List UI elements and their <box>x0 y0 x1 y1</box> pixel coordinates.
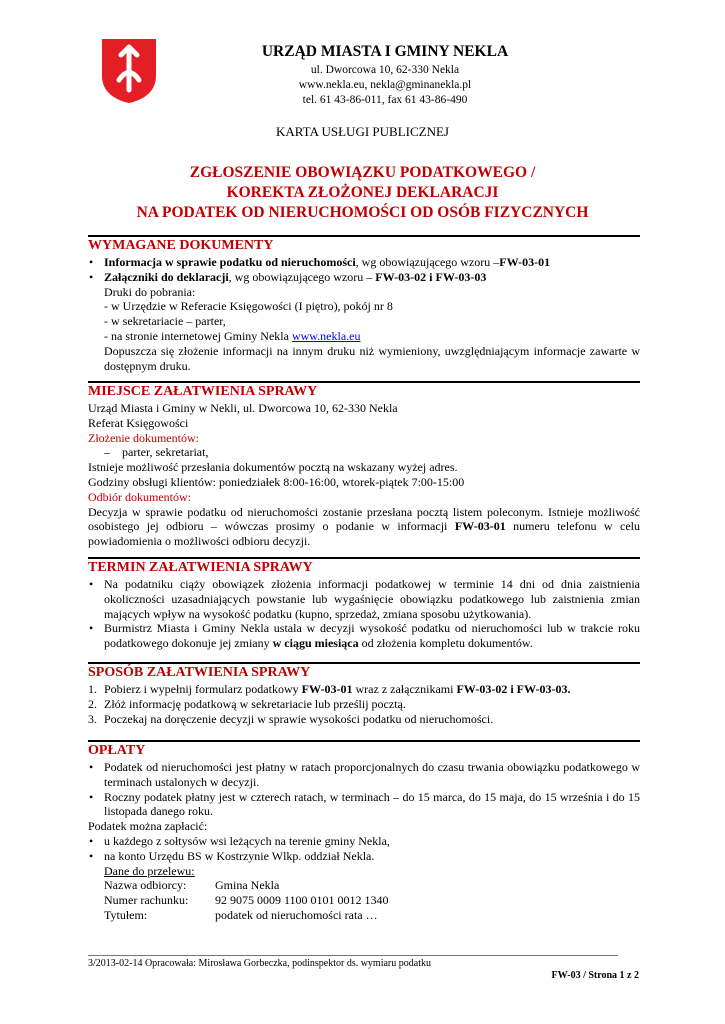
list-item: • Załączniki do deklaracji, wg obowiązującego wzoru – FW-03-02 i FW-03-03 <box>88 270 640 285</box>
section-title: MIEJSCE ZAŁATWIENIA SPRAWY <box>88 381 640 400</box>
section-title: SPOSÓB ZAŁATWIENIA SPRAWY <box>88 662 640 681</box>
footer-prepared: 3/2013-02-14 Opracowała: Mirosława Gorbeczka, podinspektor ds. wymiaru podatku <box>88 958 431 969</box>
download-location: - w sekretariacie – parter, <box>104 314 226 329</box>
page-number: FW-03 / Strona 1 z 2 <box>551 970 639 981</box>
list-item: • na konto Urzędu BS w Kostrzynie Wlkp. oddział Nekla. <box>88 849 640 864</box>
pickup-text: Decyzja w sprawie podatku od nieruchomości zostanie przesłana pocztą listem poleconym. Istnieje możliwość osobistego jej odbioru – wówczas prosimy o podanie w informacji FW-03-01 numeru telefonu w celu powiadomienia o możliwości odbioru decyzji. <box>88 504 641 549</box>
title-line-2: KOREKTA ZŁOŻONEJ DEKLARACJI <box>226 184 499 201</box>
section-required-documents <box>88 235 640 373</box>
title-line-1: ZGŁOSZENIE OBOWIĄZKU PODATKOWEGO / <box>189 164 536 181</box>
section-deadline <box>88 557 640 651</box>
document-title <box>60 163 665 223</box>
office-phone: tel. 61 43-86-011, fax 61 43-86-490 <box>302 94 468 106</box>
section-place <box>88 381 640 549</box>
place-department: Referat Księgowości <box>88 415 189 430</box>
section-fees <box>88 740 640 923</box>
dash-mark: – <box>104 445 110 460</box>
office-address: ul. Dworcowa 10, 62-330 Nekla <box>310 64 460 76</box>
office-hours: Godziny obsługi klientów: poniedziałek 8:00-16:00, wtorek-piątek 7:00-15:00 <box>88 474 465 489</box>
pay-label: Podatek można zapłacić: <box>88 819 208 834</box>
pickup-label: Odbiór dokumentów: <box>88 489 191 504</box>
submit-item: – parter, sekretariat, <box>104 445 209 460</box>
documents-note: Dopuszcza się złożenie informacji na innym druku niż wymieniony, uwzględniającym informacje zawarte w dostępnym druku. <box>104 343 640 373</box>
section-title: TERMIN ZAŁATWIENIA SPRAWY <box>88 557 640 576</box>
list-item: • Roczny podatek płatny jest w czterech ratach, w terminach – do 15 marca, do 15 maja, do 15 września i do 15 listopada danego roku. <box>88 790 640 820</box>
section-title: OPŁATY <box>88 740 640 759</box>
download-label: Druki do pobrania: <box>104 284 196 299</box>
list-item: • Informacja w sprawie podatku od nieruchomości, wg obowiązującego wzoru –FW-03-01 <box>88 255 640 270</box>
mail-info: Istnieje możliwość przesłania dokumentów pocztą na wskazany wyżej adres. <box>88 460 458 475</box>
title-row: Tytułem: podatek od nieruchomości rata … <box>104 907 378 922</box>
coat-of-arms-icon <box>101 38 157 104</box>
download-location: - na stronie internetowej Gminy Nekla www.nekla.eu <box>104 328 361 343</box>
office-name: URZĄD MIASTA I GMINY NEKLA <box>261 43 509 60</box>
website-link[interactable]: www.nekla.eu <box>291 328 361 343</box>
list-item: • Burmistrz Miasta i Gminy Nekla ustala w decyzji wysokość podatku od nieruchomości lub w trakcie roku podatkowego dokonuje jej zmiany w ciągu miesiąca od złożenia kompletu dokumentów. <box>88 621 640 651</box>
list-item: • Podatek od nieruchomości jest płatny w ratach proporcjonalnych do czasu trwania obowiązku podatkowego w terminach ustalonych w decyzji. <box>88 760 640 790</box>
list-item: • Na podatniku ciąży obowiązek złożenia informacji podatkowej w terminie 14 dni od dnia zaistnienia okoliczności uzasadniających powstanie lub wygaśnięcie obowiązku podatkowego lub zaistnienia zmian mających wpływ na wysokość podatku (kupno, sprzedaż, zmiana sposobu użytkowania). <box>88 577 640 621</box>
list-item: 3. Poczekaj na doręczenie decyzji w sprawie wysokości podatku od nieruchomości. <box>88 711 494 726</box>
recipient-row: Nazwa odbiorcy: Gmina Nekla <box>104 878 280 893</box>
footer-divider <box>88 955 618 956</box>
list-item: 1. Pobierz i wypełnij formularz podatkowy FW-03-01 wraz z załącznikami FW-03-02 i FW-03-03. <box>88 682 571 696</box>
title-line-3: NA PODATEK OD NIERUCHOMOŚCI OD OSÓB FIZYCZNYCH <box>136 204 589 221</box>
list-item: • u każdego z sołtysów wsi leżących na terenie gminy Nekla, <box>88 834 640 849</box>
transfer-label: Dane do przelewu: <box>104 863 195 878</box>
section-title: WYMAGANE DOKUMENTY <box>88 235 640 254</box>
account-row: Numer rachunku: 92 9075 0009 1100 0101 0012 1340 <box>104 893 389 908</box>
download-location: - w Urzędzie w Referacie Księgowości (I piętro), pokój nr 8 <box>104 299 393 314</box>
place-address: Urząd Miasta i Gminy w Nekli, ul. Dworcowa 10, 62-330 Nekla <box>88 401 398 415</box>
submit-label: Złożenie dokumentów: <box>88 430 199 445</box>
section-method <box>88 662 640 726</box>
card-label: KARTA USŁUGI PUBLICZNEJ <box>276 124 449 139</box>
list-item: 2. Złóż informację podatkową w sekretariacie lub prześlij pocztą. <box>88 696 406 711</box>
office-web-email: www.nekla.eu, nekla@gminanekla.pl <box>298 79 472 91</box>
